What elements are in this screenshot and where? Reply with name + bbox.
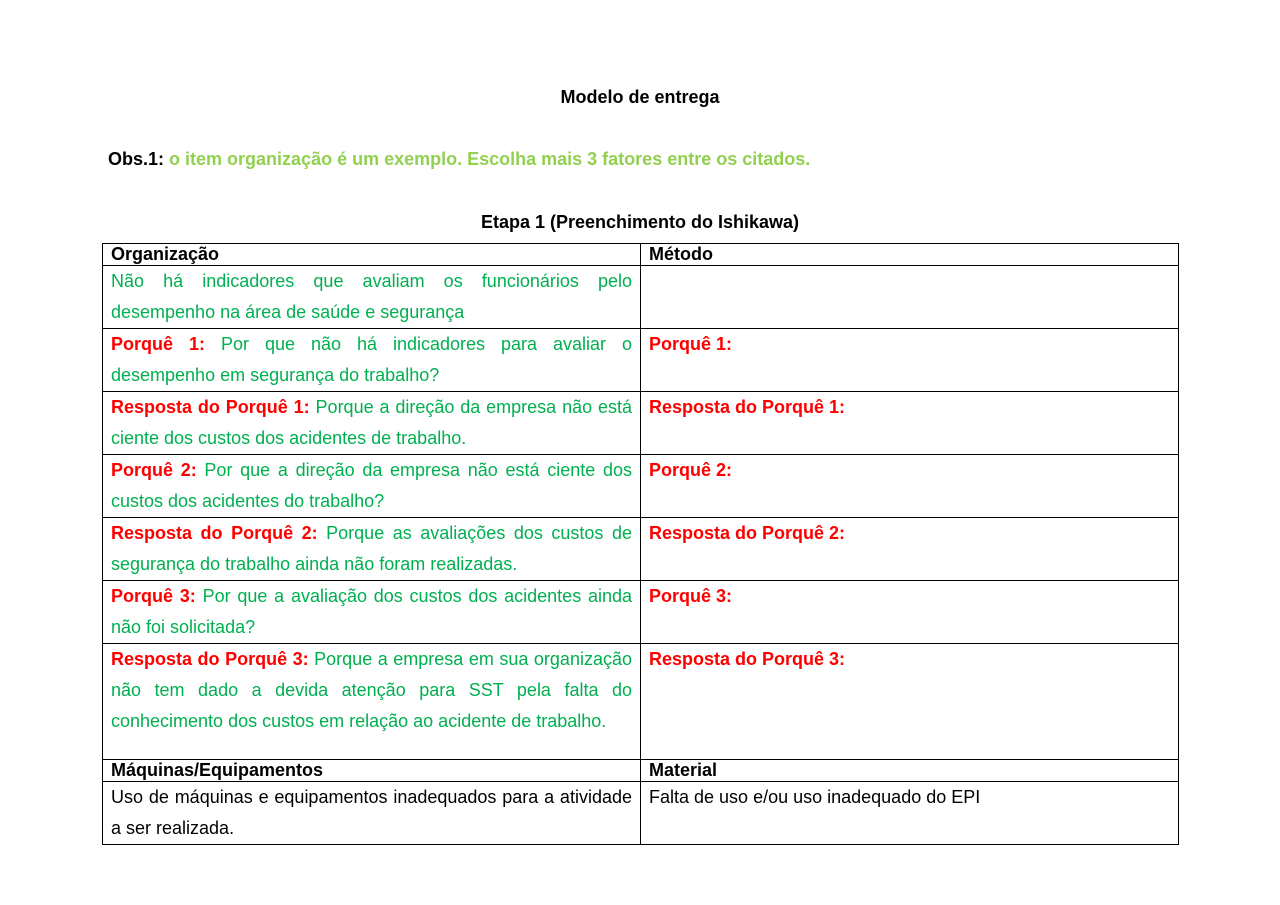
cell-right (641, 266, 1179, 329)
cell-left (103, 455, 641, 518)
table-row (103, 581, 1179, 644)
cell-right (641, 782, 1179, 845)
cell-label: Resposta do Porquê 1: (111, 397, 310, 417)
cell-label: Porquê 1: (111, 334, 205, 354)
cell-right (641, 455, 1179, 518)
cell-text: Porque a empresa em sua organização não tem dado a devida atenção para SST pela falta do conhecimento dos custos em relação ao acidente de trabalho. (111, 649, 632, 731)
cell-text: Por que a direção da empresa não está ciente dos custos dos acidentes do trabalho? (111, 460, 632, 511)
table-row (103, 518, 1179, 581)
table-row (103, 266, 1179, 329)
cell-label: Resposta do Porquê 1: (649, 397, 846, 417)
cell-left (103, 266, 641, 329)
cell-text: Não há indicadores que avaliam os funcionários pelo desempenho na área de saúde e segurança (111, 271, 632, 322)
cell-text: Falta de uso e/ou uso inadequado do EPI (649, 787, 981, 807)
observation-text: o item organização é um exemplo. Escolha mais 3 fatores entre os citados. (169, 149, 811, 169)
cell-text: Porque as avaliações dos custos de segurança do trabalho ainda não foram realizadas. (111, 523, 632, 574)
table-row (103, 329, 1179, 392)
cell-label: Porquê 3: (649, 586, 733, 606)
cell-label: Resposta do Porquê 2: (649, 523, 846, 543)
table-row (103, 455, 1179, 518)
header-organizacao: Organização (103, 244, 641, 266)
cell-text: Porque a direção da empresa não está ciente dos custos dos acidentes de trabalho. (111, 397, 632, 448)
table-row (103, 782, 1179, 845)
table-row (103, 644, 1179, 760)
cell-right (641, 644, 1179, 760)
cell-left (103, 581, 641, 644)
cell-label: Resposta do Porquê 3: (111, 649, 309, 669)
cell-right (641, 392, 1179, 455)
cell-label: Porquê 1: (649, 334, 733, 354)
cell-label: Porquê 2: (111, 460, 197, 480)
cell-label: Resposta do Porquê 2: (111, 523, 318, 543)
observation-label: Obs.1: (108, 149, 165, 169)
table-header-row (103, 244, 1179, 266)
header-maquinas: Máquinas/Equipamentos (103, 760, 641, 782)
table-row (103, 392, 1179, 455)
cell-right (641, 329, 1179, 392)
cell-text: Uso de máquinas e equipamentos inadequados para a atividade a ser realizada. (111, 787, 632, 838)
cell-label: Porquê 3: (111, 586, 196, 606)
cell-label: Porquê 2: (649, 460, 733, 480)
cell-text: Por que a avaliação dos custos dos acidentes ainda não foi solicitada? (111, 586, 633, 637)
header-metodo: Método (641, 244, 1179, 266)
cell-left (103, 782, 641, 845)
cell-label: Resposta do Porquê 3: (649, 649, 846, 669)
table-header-row (103, 760, 1179, 782)
ishikawa-table (102, 243, 1179, 845)
cell-right (641, 581, 1179, 644)
cell-left (103, 392, 641, 455)
header-material: Material (641, 760, 1179, 782)
observation-note (108, 149, 810, 170)
cell-left (103, 329, 641, 392)
cell-left (103, 644, 641, 760)
cell-left (103, 518, 641, 581)
cell-right (641, 518, 1179, 581)
cell-text: Por que não há indicadores para avaliar o desempenho em segurança do trabalho? (111, 334, 632, 385)
section-title: Etapa 1 (Preenchimento do Ishikawa) (480, 212, 800, 232)
page-title: Modelo de entrega (560, 87, 720, 107)
